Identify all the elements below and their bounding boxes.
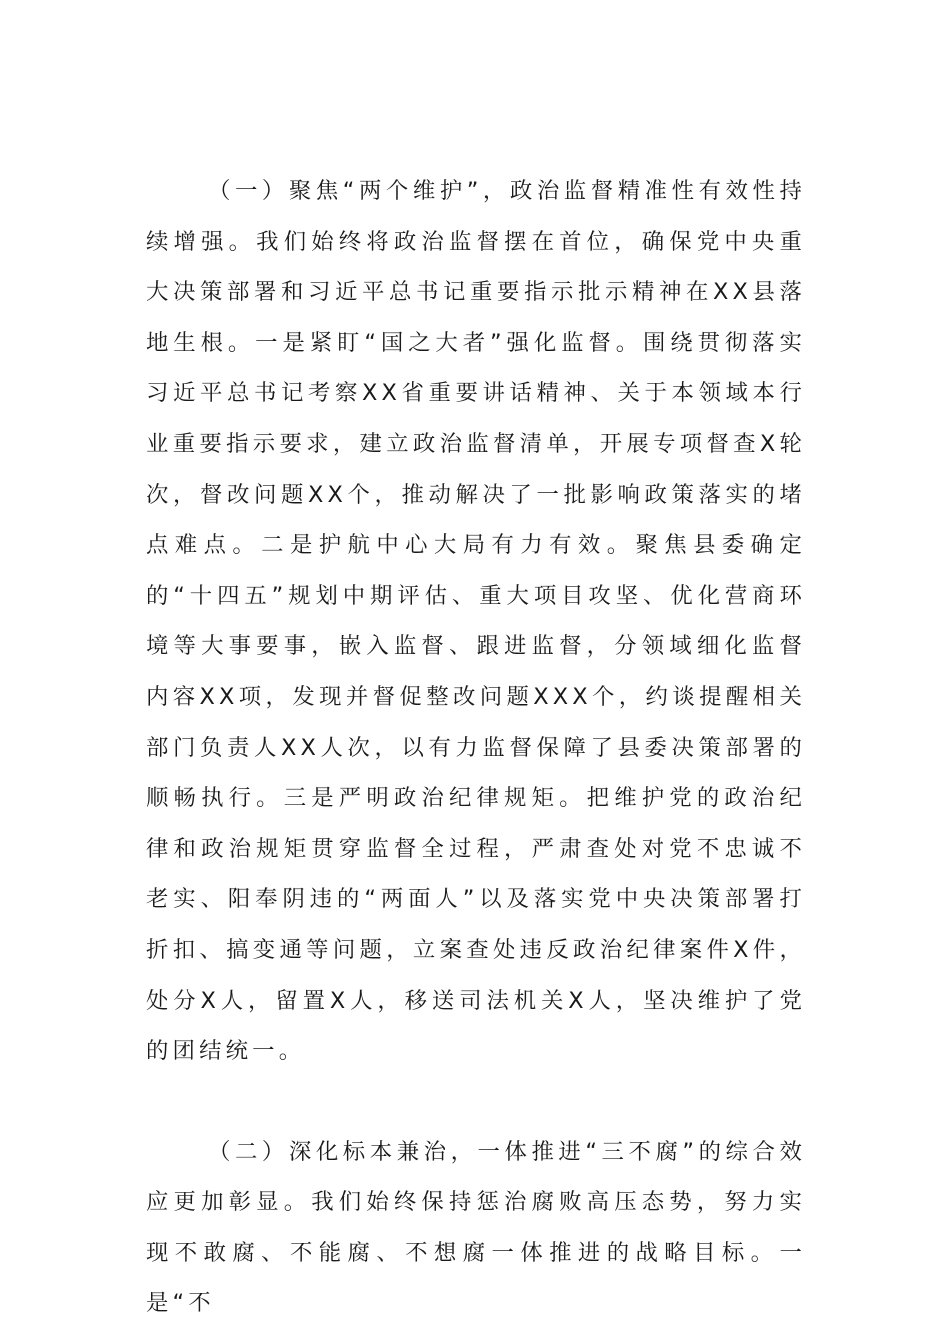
paragraph-anti-corruption: （二）深化标本兼治，一体推进“三不腐”的综合效应更加彰显。我们始终保持惩治腐败高压态势，努力实现不敢腐、不能腐、不想腐一体推进的战略目标。一是“不 <box>146 1138 806 1317</box>
document-body <box>146 166 806 1329</box>
paragraph-political-supervision: （一）聚焦“两个维护”，政治监督精准性有效性持续增强。我们始终将政治监督摆在首位，确保党中央重大决策部署和习近平总书记重要指示批示精神在XX县落地生根。一是紧盯“国之大者”强化监督。围绕贯彻落实习近平总书记考察XX省重要讲话精神、关于本领域本行业重要指示要求，建立政治监督清单，开展专项督查X轮次，督改问题XX个，推动解决了一批影响政策落实的堵点难点。二是护航中心大局有力有效。聚焦县委确定的“十四五”规划中期评估、重大项目攻坚、优化营商环境等大事要事，嵌入监督、跟进监督，分领域细化监督内容XX项，发现并督促整改问题XXX个，约谈提醒相关部门负责人XX人次，以有力监督保障了县委决策部署的顺畅执行。三是严明政治纪律规矩。把维护党的政治纪律和政治规矩贯穿监督全过程，严肃查处对党不忠诚不老实、阳奉阴违的“两面人”以及落实党中央决策部署打折扣、搞变通等问题，立案查处违反政治纪律案件X件，处分X人，留置X人，移送司法机关X人，坚决维护了党的团结统一。 <box>146 178 806 1065</box>
